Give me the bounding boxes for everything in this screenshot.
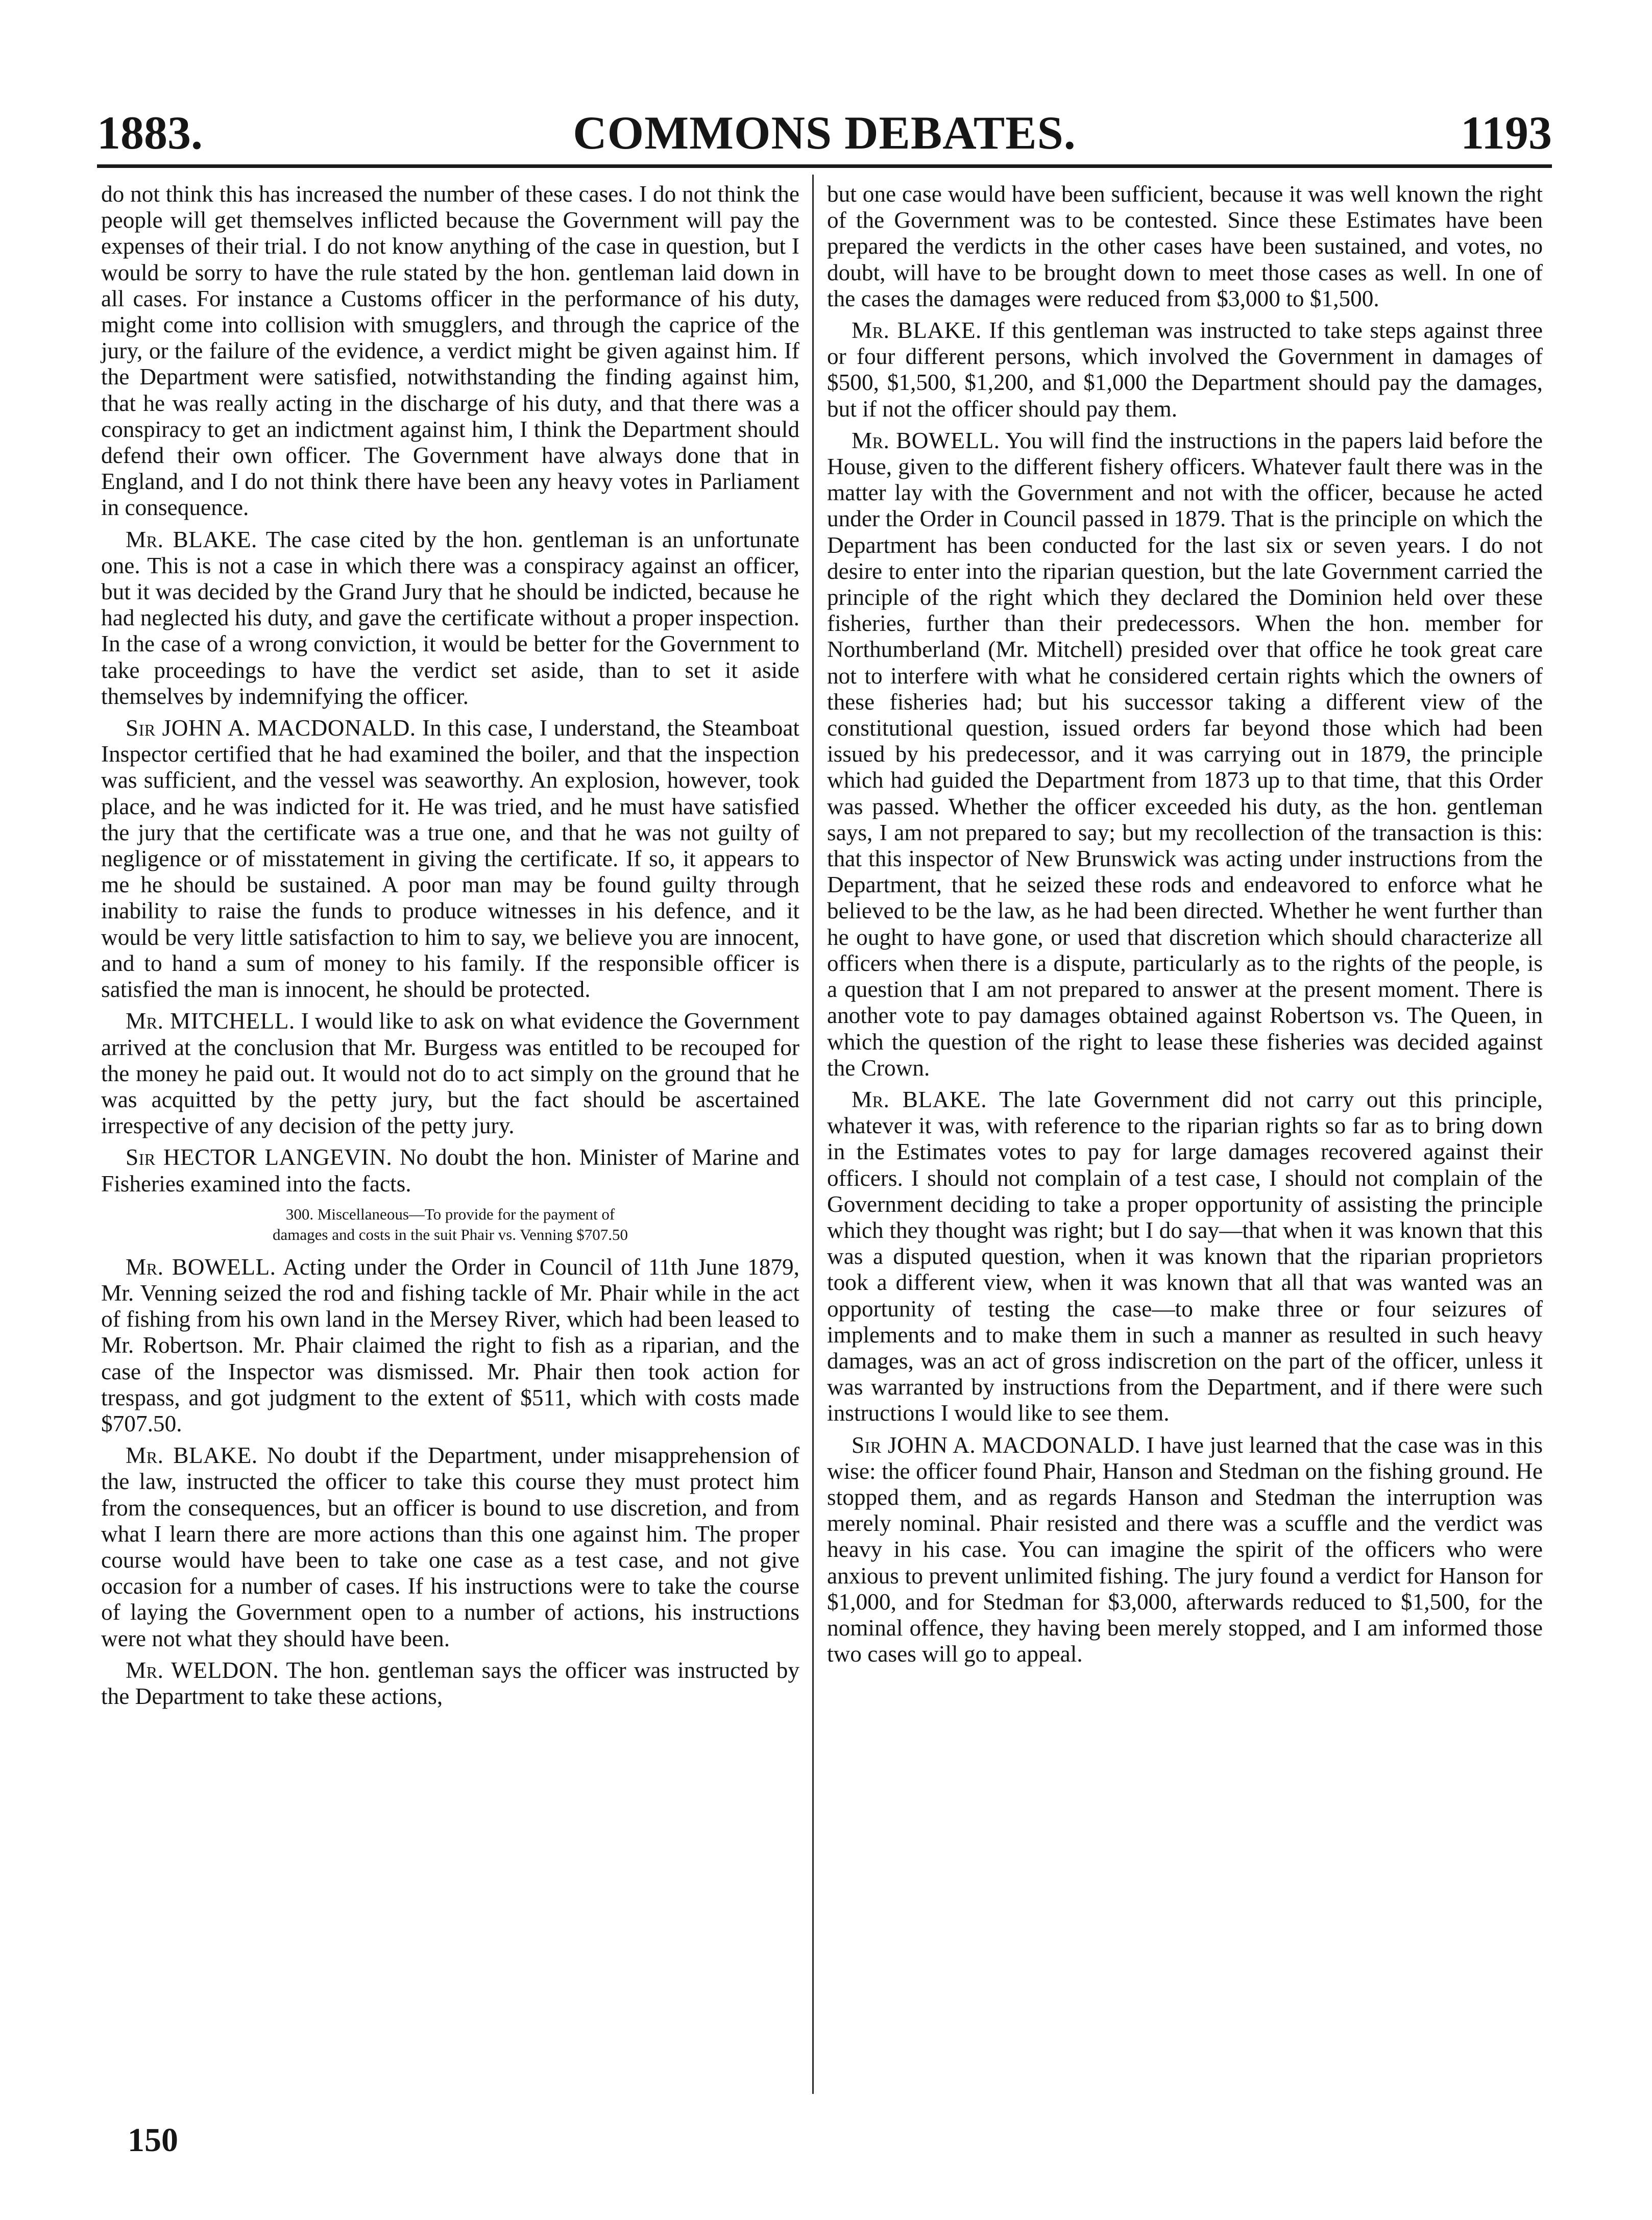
paragraph: Mr. MITCHELL. I would like to ask on what evidence the Government arrived at the conclusion that Mr. Burgess was entitled to be recouped for the money he paid out. It would not do to act simply on the ground that he was acquitted by the petty jury, but the fact should be ascertained irrespective of any decision of the petty jury.: [101, 1008, 799, 1139]
speaker-name: Mr. BOWELL.: [852, 427, 1000, 453]
speaker-name: Mr. WELDON.: [126, 1657, 279, 1683]
paragraph: Mr. BOWELL. Acting under the Order in Council of 11th June 1879, Mr. Venning seized the rod and fishing tackle of Mr. Phair while in the act of fishing from his own land in the Mersey River, which had been leased to Mr. Robertson. Mr. Phair claimed the right to fish as a riparian, and the case of the Inspector was dismissed. Mr. Phair then took action for trespass, and got judgment to the extent of $511, which with costs made $707.50.: [101, 1254, 799, 1436]
paragraph: Mr. BLAKE. The case cited by the hon. gentleman is an unfortunate one. This is not a case in which there was a conspiracy against an officer, but it was decided by the Grand Jury that he should be indicted, because he had neglected his duty, and gave the certificate without a proper inspection. In the case of a wrong conviction, it would be better for the Government to take proceedings to have the verdict set aside, than to set it aside themselves by indemnifying the officer.: [101, 526, 799, 709]
speaker-name: Mr. BLAKE.: [852, 318, 982, 344]
speaker-name: Mr. BLAKE.: [126, 1443, 258, 1469]
paragraph: Mr. WELDON. The hon. gentleman says the officer was instructed by the Department to take these actions,: [101, 1657, 799, 1709]
header-title: COMMONS DEBATES.: [573, 107, 1076, 159]
header-year: 1883.: [97, 107, 203, 159]
paragraph: Sir JOHN A. MACDONALD. In this case, I understand, the Steamboat Inspector certified that he had examined the boiler, and that the inspection was sufficient, and the vessel was seaworthy. An explosion, however, took place, and he was indicted for it. He was tried, and he must have satisfied the jury that the certificate was a true one, and that he was not guilty of negligence or of misstatement in giving the certificate. If so, it appears to me he should be sustained. A poor man may be found guilty through inability to raise the funds to produce witnesses in his defence, and it would be very little satisfaction to him to say, we believe you are innocent, and to hand a sum of money to his family. If the responsible officer is satisfied the man is innocent, he should be protected.: [101, 715, 799, 1003]
page-header: [97, 107, 1552, 159]
right-column: [827, 181, 1543, 1673]
paragraph: Mr. BLAKE. If this gentleman was instructed to take steps against three or four different persons, which involved the Government in damages of $500, $1,500, $1,200, and $1,000 the Department should pay the damages, but if not the officer should pay them.: [827, 318, 1543, 422]
paragraph: Sir HECTOR LANGEVIN. No doubt the hon. Minister of Marine and Fisheries examined into the facts.: [101, 1144, 799, 1197]
speaker-name: Mr. MITCHELL.: [126, 1008, 295, 1034]
header-page-number: 1193: [1461, 107, 1552, 159]
speaker-name: Mr. BLAKE.: [126, 526, 257, 552]
signature-mark: 150: [128, 2121, 178, 2159]
paragraph: Sir JOHN A. MACDONALD. I have just learned that the case was in this wise: the officer found Phair, Hanson and Stedman on the fishing ground. He stopped them, and as regards Hanson and Stedman the interruption was merely nominal. Phair resisted and there was a scuffle and the verdict was heavy in his case. You can imagine the spirit of the officers who were anxious to prevent unlimited fishing. The jury found a verdict for Hanson for $1,000, and for Stedman for $3,000, afterwards reduced to $1,500, for the nominal offence, they having been merely stopped, and I am informed those two cases will go to appeal.: [827, 1432, 1543, 1667]
paragraph: but one case would have been sufficient, because it was well known the right of the Government was to be contested. Since these Estimates have been prepared the verdicts in the other cases have been sustained, and votes, no doubt, will have to be brought down to meet those cases as well. In one of the cases the damages were reduced from $3,000 to $1,500.: [827, 181, 1543, 311]
paragraph: do not think this has increased the number of these cases. I do not think the people will get themselves inflicted because the Government will pay the expenses of their trial. I do not know anything of the case in question, but I would be sorry to have the rule stated by the hon. gentleman laid down in all cases. For instance a Customs officer in the performance of his duty, might come into collision with smugglers, and through the caprice of the jury, or the failure of the evidence, a verdict might be given against him. If the Department were satisfied, notwithstanding the finding against him, that he was really acting in the discharge of his duty, and that there was a conspiracy to get an indictment against him, I think the Department should defend their own officer. The Government have always done that in England, and I do not think there have been any heavy votes in Parliament in consequence.: [101, 181, 799, 521]
column-divider: [812, 175, 814, 2094]
left-column: [101, 181, 799, 1715]
speaker-name: Sir JOHN A. MACDONALD.: [126, 715, 416, 741]
speaker-name: Sir HECTOR LANGEVIN.: [126, 1144, 393, 1170]
paragraph: Mr. BLAKE. No doubt if the Department, under misapprehension of the law, instructed the officer to take this course they must protect him from the consequences, but an officer is bound to use discretion, and from what I learn there are more actions than this one against him. The proper course would have been to take one case as a test case, and not give occasion for a number of cases. If his instructions were to take the course of laying the Government open to a number of actions, his instructions were not what they should have been.: [101, 1443, 799, 1651]
speaker-name: Mr. BOWELL.: [126, 1254, 276, 1280]
header-rule: [97, 164, 1552, 168]
speaker-name: Mr. BLAKE.: [852, 1086, 987, 1112]
speaker-name: Sir JOHN A. MACDONALD.: [852, 1432, 1141, 1458]
paragraph: Mr. BOWELL. You will find the instructions in the papers laid before the House, given to the different fishery officers. Whatever fault there was in the matter lay with the Government and not with the officer, because he acted under the Order in Council passed in 1879. That is the principle on which the Department has been conducted for the last six or seven years. I do not desire to enter into the riparian question, but the late Government carried the principle of the right which they declared the Dominion held over these fisheries, further than their predecessors. When the hon. member for Northumberland (Mr. Mitchell) presided over that office he took great care not to interfere with what he considered certain rights which the owners of these fisheries had; but his successor taking a different view of the constitutional question, issued orders far beyond those which had been issued by his predecessor, and it was carrying out in 1879, the principle which had guided the Department from 1873 up to that time, that this Order was passed. Whether the officer exceeded his duty, as the hon. gentleman says, I am not prepared to say; but my recollection of the transaction is this: that this inspector of New Brunswick was acting under instructions from the Department, that he seized these rods and endeavored to enforce what he believed to be the law, as he had been directed. Whether he went further than he ought to have gone, or used that discretion which should characterize all officers when there is a dispute, particularly as to the rights of the people, is a question that I am not prepared to answer at the present moment. There is another vote to pay damages obtained against Robertson vs. The Queen, in which the question of the right to lease these fisheries was decided against the Crown.: [827, 427, 1543, 1081]
paragraph: Mr. BLAKE. The late Government did not carry out this principle, whatever it was, with reference to the riparian rights so far as to bring down in the Estimates votes to pay for large damages recovered against their officers. I should not complain of a test case, I should not complain of the Government deciding to take a proper opportunity of assisting the principle which they thought was right; but I do say—that when it was known that this was a disputed question, when it was known that the riparian proprietors took a different view, when it was known that all that was wanted was an opportunity of testing the case—to make three or four seizures of implements and to make them in such a manner as resulted in such heavy damages, was an act of gross indiscretion on the part of the officer, unless it was warranted by instructions from the Department, and if there were such instructions I would like to see them.: [827, 1086, 1543, 1426]
estimate-item: 300. Miscellaneous—To provide for the payment of damages and costs in the suit Phair vs. Venning $707.50: [272, 1205, 628, 1243]
